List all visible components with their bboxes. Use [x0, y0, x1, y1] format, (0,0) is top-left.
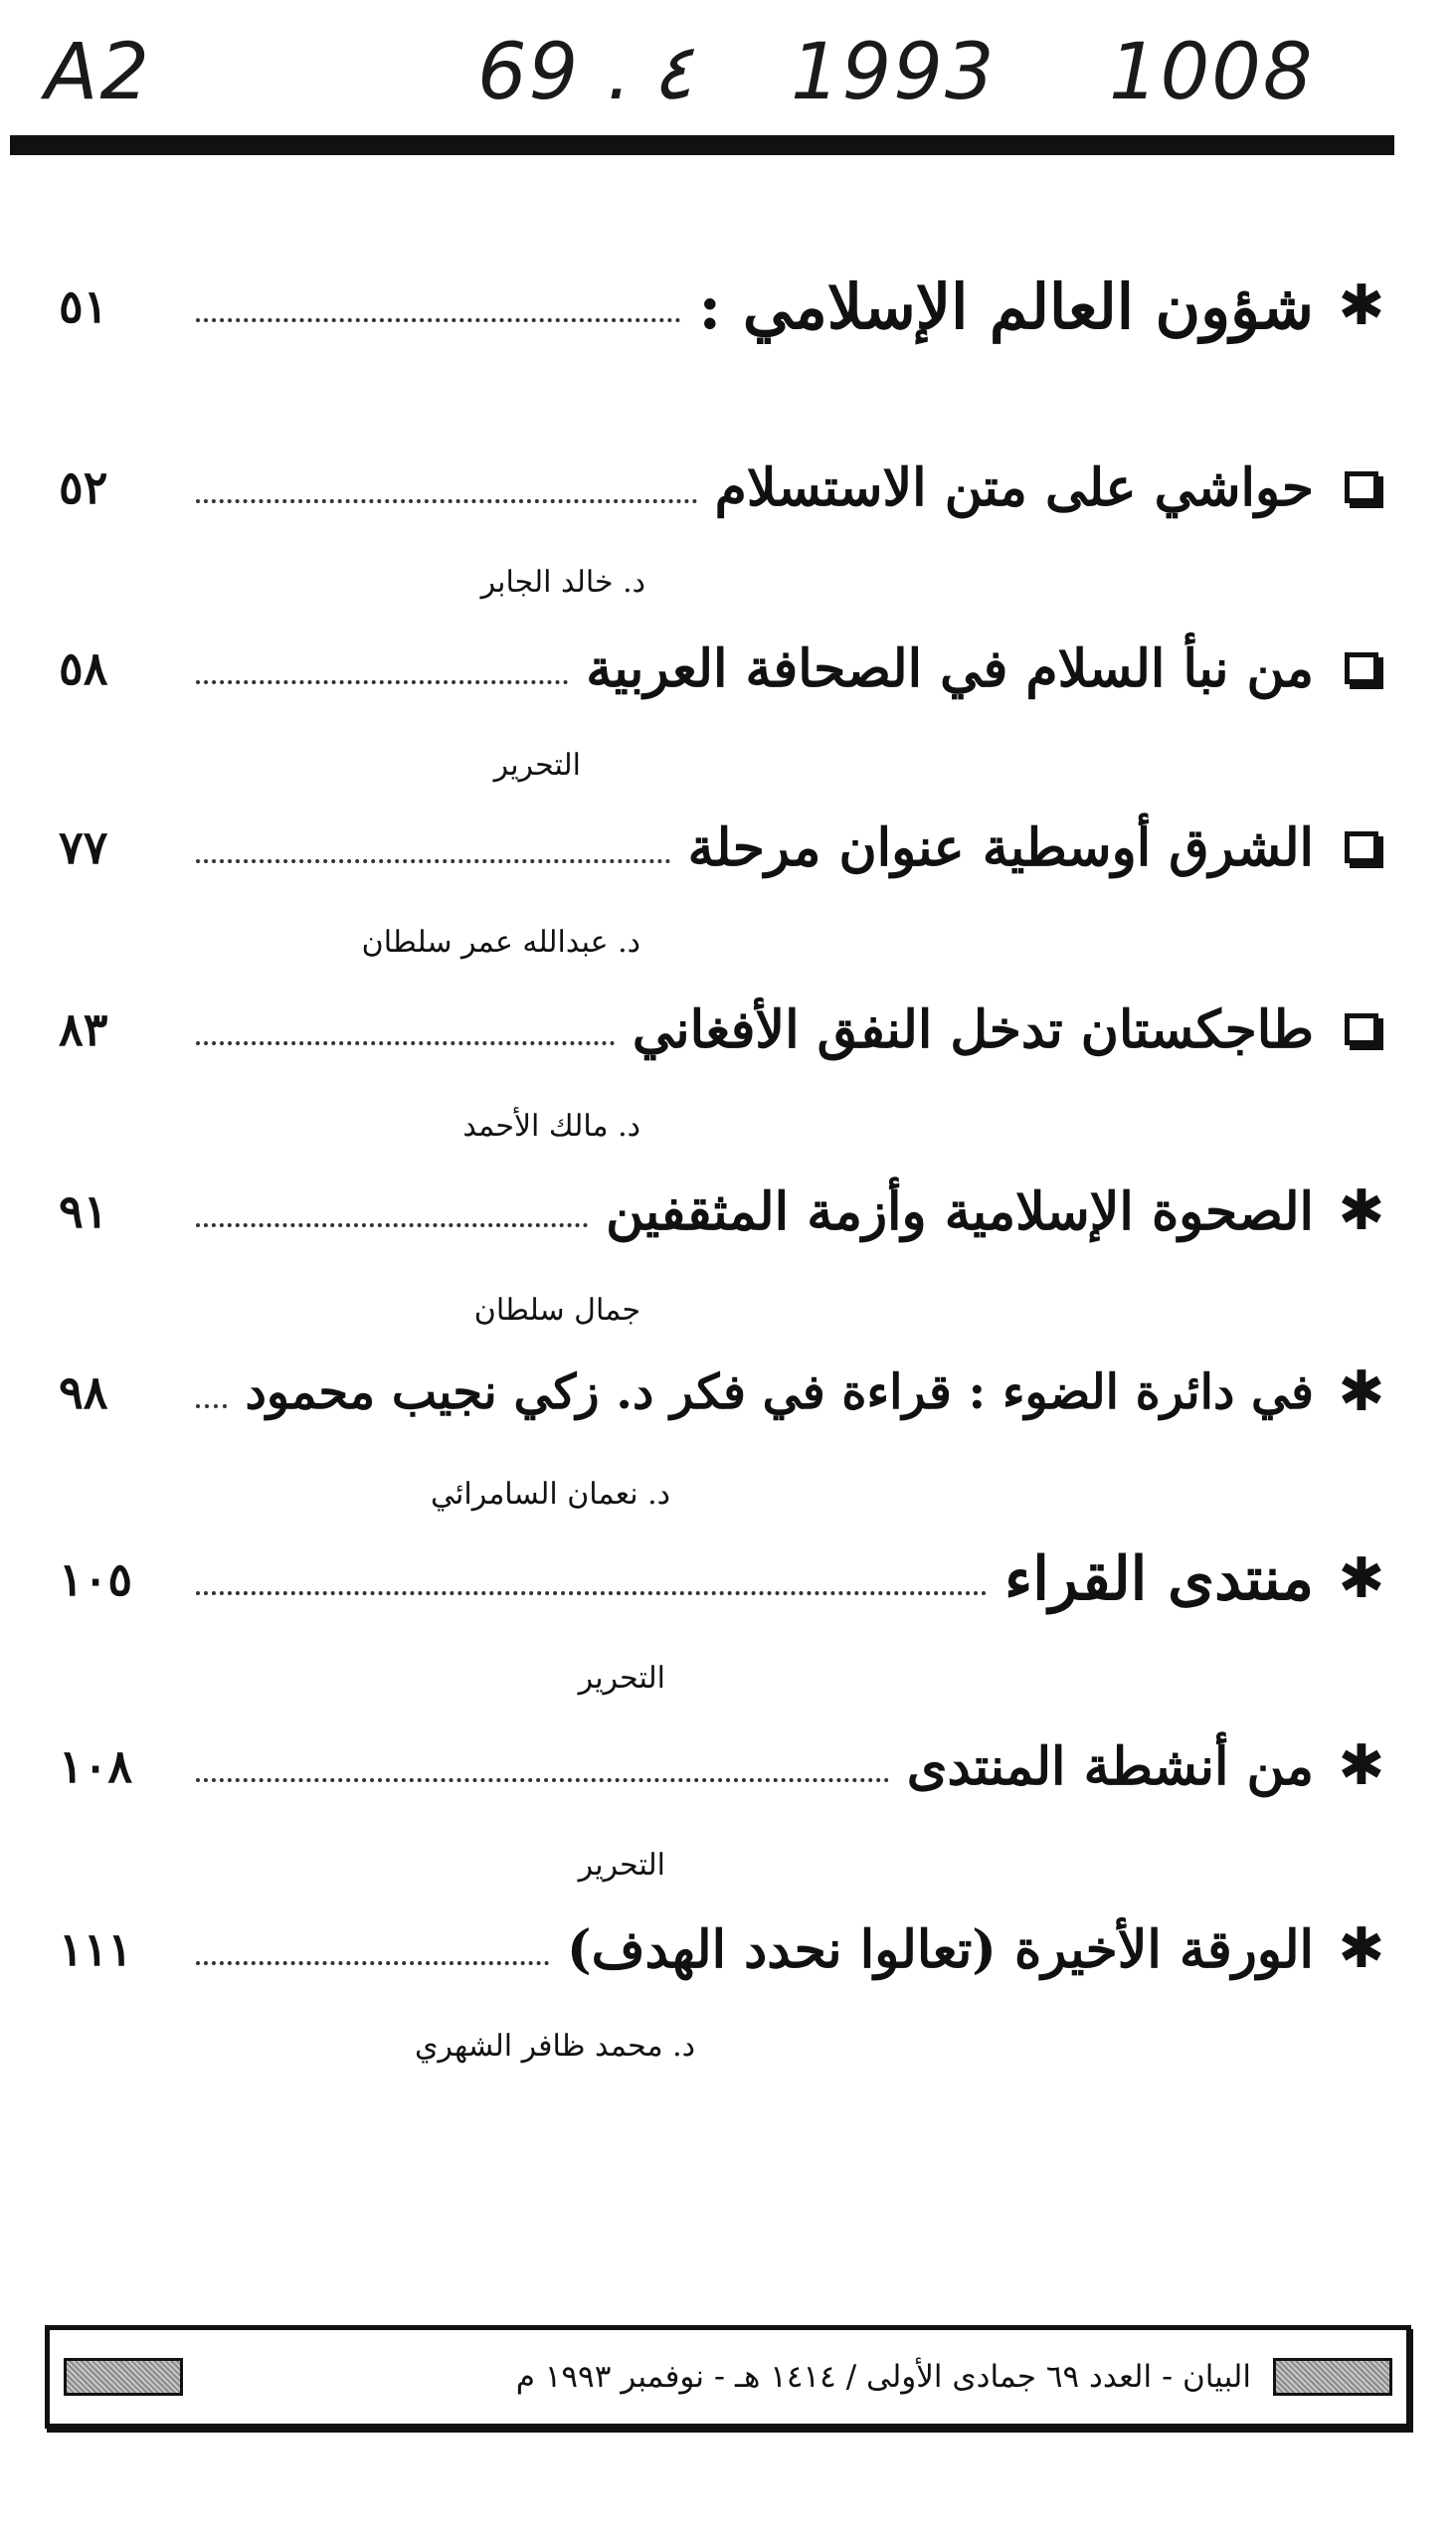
- handwritten-issue-number: 69: [477, 28, 581, 117]
- toc-entry-islamic-world[interactable]: [59, 267, 1391, 346]
- toc-entry-title: من نبأ السلام في الصحافة العربية: [586, 637, 1314, 699]
- toc-entry-page: ١٠٨: [59, 1739, 133, 1793]
- toc-entry-peace-news[interactable]: [59, 629, 1391, 708]
- toc-entry-author: د. عبدالله عمر سلطان: [361, 925, 640, 960]
- leader-dots: [196, 1041, 615, 1045]
- toc-entry-awakening[interactable]: [59, 1172, 1391, 1251]
- asterisk-icon: ✱: [1338, 1733, 1385, 1798]
- toc-entry-page: ٥١: [59, 279, 108, 333]
- toc-entry-middle-east[interactable]: [59, 808, 1391, 887]
- toc-entry-page: ٩١: [59, 1184, 108, 1238]
- toc-entry-forum-activities[interactable]: [59, 1726, 1391, 1806]
- toc-entry-author: جمال سلطان: [473, 1293, 640, 1328]
- toc-entry-title: الورقة الأخيرة (تعالوا نحدد الهدف): [566, 1918, 1314, 1980]
- leader-dots: [196, 318, 680, 322]
- leader-dots: [196, 1404, 227, 1408]
- toc-entry-page: ٩٨: [59, 1365, 108, 1419]
- leader-dots: [196, 1961, 549, 1965]
- toc-entry-author: التحرير: [493, 748, 581, 783]
- toc-entry-author: د. خالد الجابر: [480, 565, 645, 600]
- toc-entry-author: د. نعمان السامرائي: [431, 1477, 670, 1512]
- toc-entry-last-page[interactable]: [59, 1909, 1391, 1989]
- toc-entry-author: التحرير: [578, 1848, 665, 1883]
- toc-entry-page: ١١١: [59, 1922, 133, 1976]
- toc-entry-page: ١٠٥: [59, 1552, 133, 1606]
- leader-dots: [196, 680, 568, 684]
- leader-dots: [196, 1223, 588, 1227]
- toc-entry-title: من أنشطة المنتدى: [906, 1735, 1314, 1797]
- toc-entry-author: د. مالك الأحمد: [462, 1109, 640, 1144]
- handwritten-year: 1993: [791, 28, 997, 117]
- toc-entry-title: حواشي على متن الاستسلام: [714, 456, 1314, 518]
- checkbox-icon: [1332, 831, 1391, 863]
- toc-entry-author: التحرير: [578, 1661, 665, 1696]
- toc-entry-page: ٨٣: [59, 1002, 108, 1056]
- header-rule: [10, 135, 1394, 155]
- toc-entry-title: شؤون العالم الإسلامي :: [698, 270, 1314, 343]
- toc-entry-spotlight[interactable]: [59, 1353, 1391, 1432]
- toc-entry-page: ٥٨: [59, 641, 108, 695]
- shaded-block-left: [64, 2358, 183, 2396]
- toc-entry-tajikistan[interactable]: [59, 990, 1391, 1069]
- asterisk-icon: ✱: [1338, 1359, 1385, 1424]
- shaded-block-right: [1273, 2358, 1392, 2396]
- toc-entry-readers-forum[interactable]: [59, 1539, 1391, 1619]
- toc-entry-page: ٧٧: [59, 820, 108, 874]
- asterisk-icon: ✱: [1338, 1546, 1385, 1611]
- leader-dots: [196, 1591, 987, 1595]
- leader-dots: [196, 1778, 889, 1782]
- leader-dots: [196, 499, 697, 503]
- handwritten-month: ٤: [651, 28, 693, 117]
- toc-entry-title: الشرق أوسطية عنوان مرحلة: [687, 816, 1314, 878]
- toc-entry-hawashi[interactable]: [59, 448, 1391, 527]
- asterisk-icon: ✱: [1338, 1178, 1385, 1243]
- checkbox-icon: [1332, 471, 1391, 503]
- handwritten-page-ref: A2: [45, 28, 151, 117]
- handwritten-code: 1008: [1109, 28, 1315, 117]
- toc-entry-title: في دائرة الضوء : قراءة في فكر د. زكي نجيب محمود: [245, 1364, 1314, 1420]
- handwritten-dot: .: [607, 28, 634, 117]
- toc-entry-page: ٥٢: [59, 460, 108, 514]
- toc-entry-title: طاجكستان تدخل النفق الأفغاني: [632, 998, 1314, 1060]
- issue-footer: [45, 2325, 1411, 2429]
- asterisk-icon: ✱: [1338, 273, 1385, 338]
- checkbox-icon: [1332, 652, 1391, 684]
- asterisk-icon: ✱: [1338, 1916, 1385, 1981]
- leader-dots: [196, 859, 670, 863]
- toc-entry-title: الصحوة الإسلامية وأزمة المثقفين: [606, 1180, 1314, 1242]
- toc-entry-title: منتدى القراء: [1004, 1544, 1314, 1614]
- footer-text: البيان - العدد ٦٩ جمادى الأولى / ١٤١٤ هـ - نوفمبر ١٩٩٣ م: [515, 2359, 1251, 2395]
- toc-entry-author: د. محمد ظافر الشهري: [414, 2029, 695, 2064]
- checkbox-icon: [1332, 1013, 1391, 1045]
